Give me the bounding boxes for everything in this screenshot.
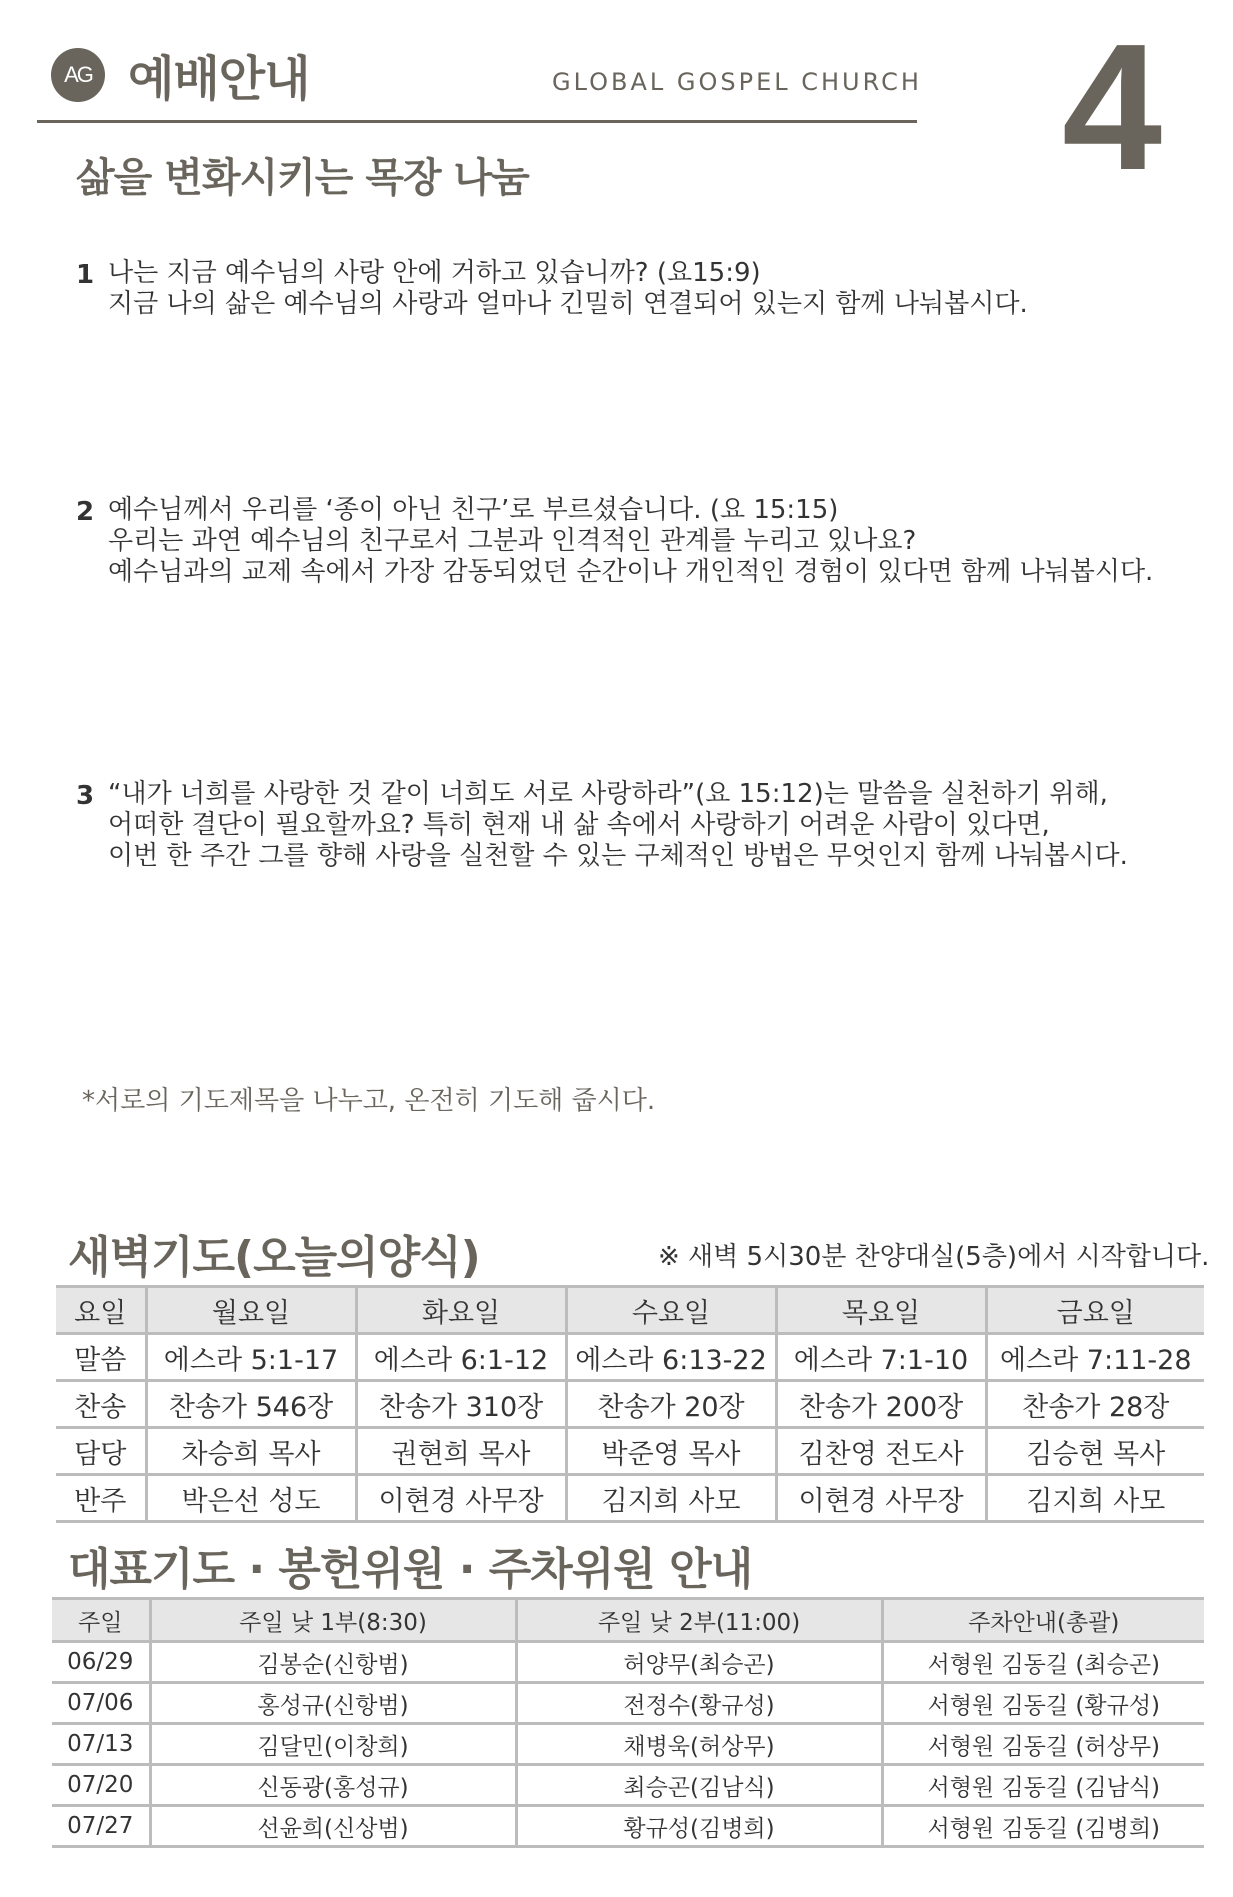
church-name: GLOBAL GOSPEL CHURCH	[552, 68, 922, 96]
question-line: 예수님과의 교제 속에서 가장 감동되었던 순간이나 개인적인 경험이 있다면 함께 나눠봅시다.	[108, 557, 1154, 587]
table-row: 말씀 에스라 5:1-17 에스라 6:1-12 에스라 6:13-22 에스라 7:1-10 에스라 7:11-28	[56, 1334, 1204, 1381]
page-title: 예배안내	[128, 51, 310, 107]
dawn-prayer-table	[56, 1285, 1204, 1523]
committee-table	[52, 1597, 1204, 1848]
table-row: 06/29 김봉순(신항범) 허양무(최승곤) 서형원 김동길 (최승곤)	[52, 1642, 1204, 1683]
question-line: 어떠한 결단이 필요할까요? 특히 현재 내 삶 속에서 사랑하기 어려운 사람이 있다면,	[108, 810, 1050, 840]
header-divider	[37, 120, 917, 123]
dawn-prayer-title: 새벽기도(오늘의양식)	[68, 1232, 480, 1283]
prayer-note: *서로의 기도제목을 나누고, 온전히 기도해 줍시다.	[82, 1086, 656, 1116]
question-line: 이번 한 주간 그를 향해 사랑을 실천할 수 있는 구체적인 방법은 무엇인지 함께 나눠봅시다.	[108, 841, 1128, 871]
table-row: 반주 박은선 성도 이현경 사무장 김지희 사모 이현경 사무장 김지희 사모	[56, 1475, 1204, 1522]
question-line: 나는 지금 예수님의 사랑 안에 거하고 있습니까? (요15:9)	[108, 258, 761, 288]
question-line: 지금 나의 삶은 예수님의 사랑과 얼마나 긴밀히 연결되어 있는지 함께 나눠봅시다.	[108, 289, 1028, 319]
table-row: 찬송 찬송가 546장 찬송가 310장 찬송가 20장 찬송가 200장 찬송가 28장	[56, 1381, 1204, 1428]
page-number: 4	[1062, 7, 1163, 208]
dawn-prayer-note: ※ 새벽 5시30분 찬양대실(5층)에서 시작합니다.	[658, 1242, 1210, 1272]
table-row: 07/13 김달민(이창희) 채병욱(허상무) 서형원 김동길 (허상무)	[52, 1724, 1204, 1765]
table-row: 담당 차승희 목사 권현희 목사 박준영 목사 김찬영 전도사 김승현 목사	[56, 1428, 1204, 1475]
committee-title: 대표기도 · 봉헌위원 · 주차위원 안내	[68, 1544, 753, 1595]
table-header-row: 요일 월요일 화요일 수요일 목요일 금요일	[56, 1287, 1204, 1334]
section-title: 삶을 변화시키는 목장 나눔	[76, 155, 529, 201]
table-row: 07/20 신동광(홍성규) 최승곤(김남식) 서형원 김동길 (김남식)	[52, 1765, 1204, 1806]
question-line: “내가 너희를 사랑한 것 같이 너희도 서로 사랑하라”(요 15:12)는 말씀을 실천하기 위해,	[108, 779, 1108, 809]
question-line: 우리는 과연 예수님의 친구로서 그분과 인격적인 관계를 누리고 있나요?	[108, 526, 917, 556]
church-logo: AG	[51, 48, 105, 102]
table-row: 07/06 홍성규(신항범) 전정수(황규성) 서형원 김동길 (황규성)	[52, 1683, 1204, 1724]
question-line: 예수님께서 우리를 ‘종이 아닌 친구’로 부르셨습니다. (요 15:15)	[108, 495, 839, 525]
table-header-row: 주일 주일 낮 1부(8:30) 주일 낮 2부(11:00) 주차안내(총괄)	[52, 1599, 1204, 1642]
table-row: 07/27 선윤희(신상범) 황규성(김병희) 서형원 김동길 (김병희)	[52, 1806, 1204, 1847]
